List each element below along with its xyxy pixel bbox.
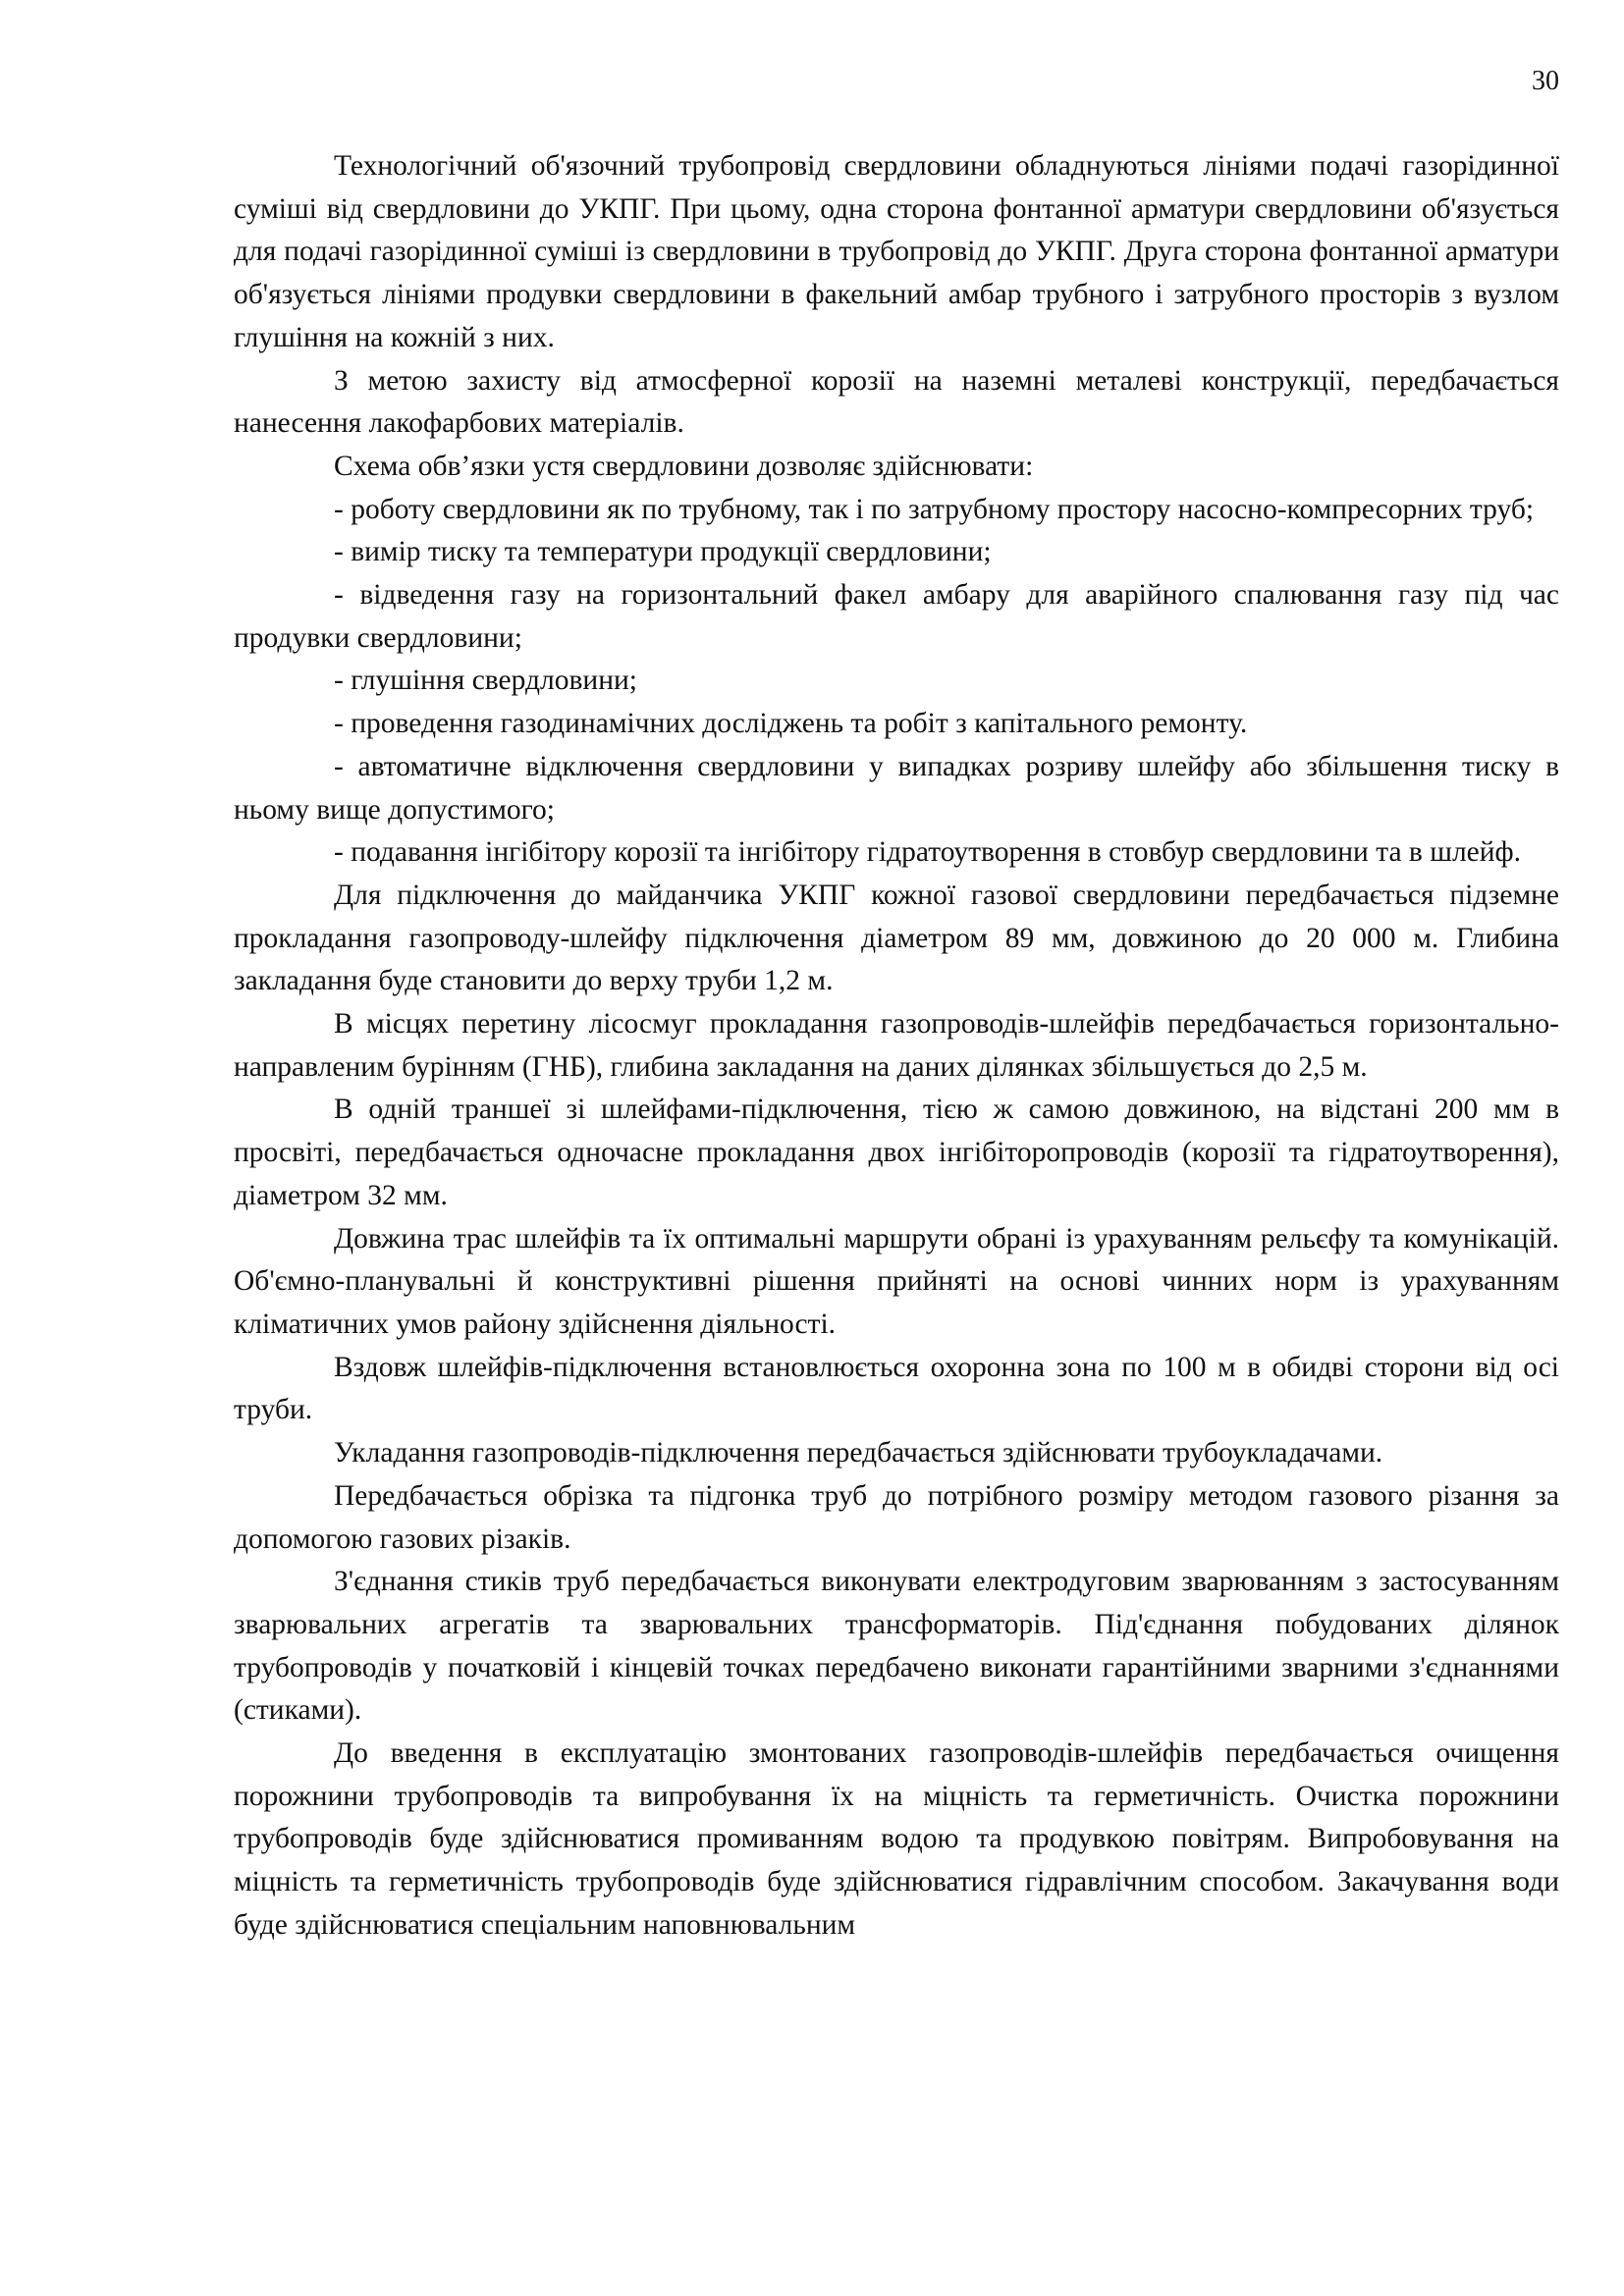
paragraph-pipe-cutting: Передбачається обрізка та підгонка труб до потрібного розміру методом газового різання за допомогою газових різаків. <box>234 1479 1559 1555</box>
paragraph-hdd-crossing: В місцях перетину лісосмуг прокладання газопроводів-шлейфів передбачається горизонтально-направленим бурінням (ГНБ), глибина закладання на даних ділянках збільшується до 2,5 м. <box>234 1008 1559 1083</box>
document-body <box>234 145 1559 1948</box>
paragraph-flowline-connection: Для підключення до майданчика УКПГ кожної газової свердловини передбачається підземне прокладання газопроводу-шлейфу підключення діаметром 89 мм, довжиною до 20 000 м. Глибина закладання буде становити до верху труби 1,2 м. <box>234 879 1559 997</box>
paragraph-pipelayers: Укладання газопроводів-підключення передбачається здійснювати трубоукладачами. <box>334 1437 1383 1469</box>
list-item-well-killing: - глушіння свердловини; <box>334 665 637 697</box>
list-item-gas-flaring: - відведення газу на горизонтальний факел амбару для аварійного спалювання газу під час продувки свердловини; <box>234 579 1559 654</box>
paragraph-route-selection: Довжина трас шлейфів та їх оптимальні маршрути обрані із урахуванням рельєфу та комунікацій. Об'ємно-планувальні й конструктивні рішення прийняті на основі чинних норм із урахуванням кліматичних умов району здійснення діяльності. <box>234 1222 1559 1340</box>
list-item-automatic-shutoff: - автоматичне відключення свердловини у випадках розриву шлейфу або збільшення тиску в ньому вище допустимого; <box>234 750 1559 826</box>
paragraph-corrosion-protection: З метою захисту від атмосферної корозії на наземні металеві конструкції, передбачається нанесення лакофарбових матеріалів. <box>234 364 1559 440</box>
page-number: 30 <box>1532 66 1559 96</box>
paragraph-tech-pipeline: Технологічний об'язочний трубопровід свердловини обладнуються лініями подачі газорідинної суміші від свердловини до УКПГ. При цьому, одна сторона фонтанної арматури свердловини об'язується для подачі газорідинної суміші із свердловини в трубопровід до УКПГ. Друга сторона фонтанної арматури об'язується лініями продувки свердловини в факельний амбар трубного і затрубного просторів з вузлом глушіння на кожній з них. <box>234 150 1559 353</box>
paragraph-protection-zone: Вздовж шлейфів-підключення встановлюється охоронна зона по 100 м в обидві сторони від осі труби. <box>234 1351 1559 1426</box>
list-item-tubing-operation: - роботу свердловини як по трубному, так і по затрубному простору насосно-компресорних труб; <box>334 493 1535 525</box>
paragraph-inhibitor-lines: В одній траншеї зі шлейфами-підключення, тією ж самою довжиною, на відстані 200 мм в просвіті, передбачається одночасне прокладання двох інгібіторопроводів (корозії та гідратоутворення), діаметром 32 мм. <box>234 1094 1559 1211</box>
list-item-inhibitor-supply: - подавання інгібітору корозії та інгібітору гідратоутворення в стовбур свердловини та в шлейф. <box>334 836 1522 869</box>
list-item-pressure-measurement: - вимір тиску та температури продукції свердловини; <box>334 536 992 568</box>
paragraph-testing: До введення в експлуатацію змонтованих газопроводів-шлейфів передбачається очищення порожнини трубопроводів та випробування їх на міцність та герметичність. Очистка порожнини трубопроводів буде здійснюватися промиванням водою та продувкою повітрям. Випробовування на міцність та герметичність трубопроводів буде здійснюватися гідравлічним способом. Закачування води буде здійснюватися спеціальним наповнювальним <box>234 1737 1559 1941</box>
paragraph-welding: З'єднання стиків труб передбачається виконувати електродуговим зварюванням з застосуванням зварювальних агрегатів та зварювальних трансформаторів. Під'єднання побудованих ділянок трубопроводів у початковій і кінцевій точках передбачено виконати гарантійними зварними з'єднаннями (стиками). <box>234 1566 1559 1727</box>
list-item-gas-dynamic-studies: - проведення газодинамічних досліджень та робіт з капітального ремонту. <box>334 708 1248 740</box>
paragraph-wellhead-scheme: Схема обв’язки устя свердловини дозволяє здійснювати: <box>334 450 1034 482</box>
